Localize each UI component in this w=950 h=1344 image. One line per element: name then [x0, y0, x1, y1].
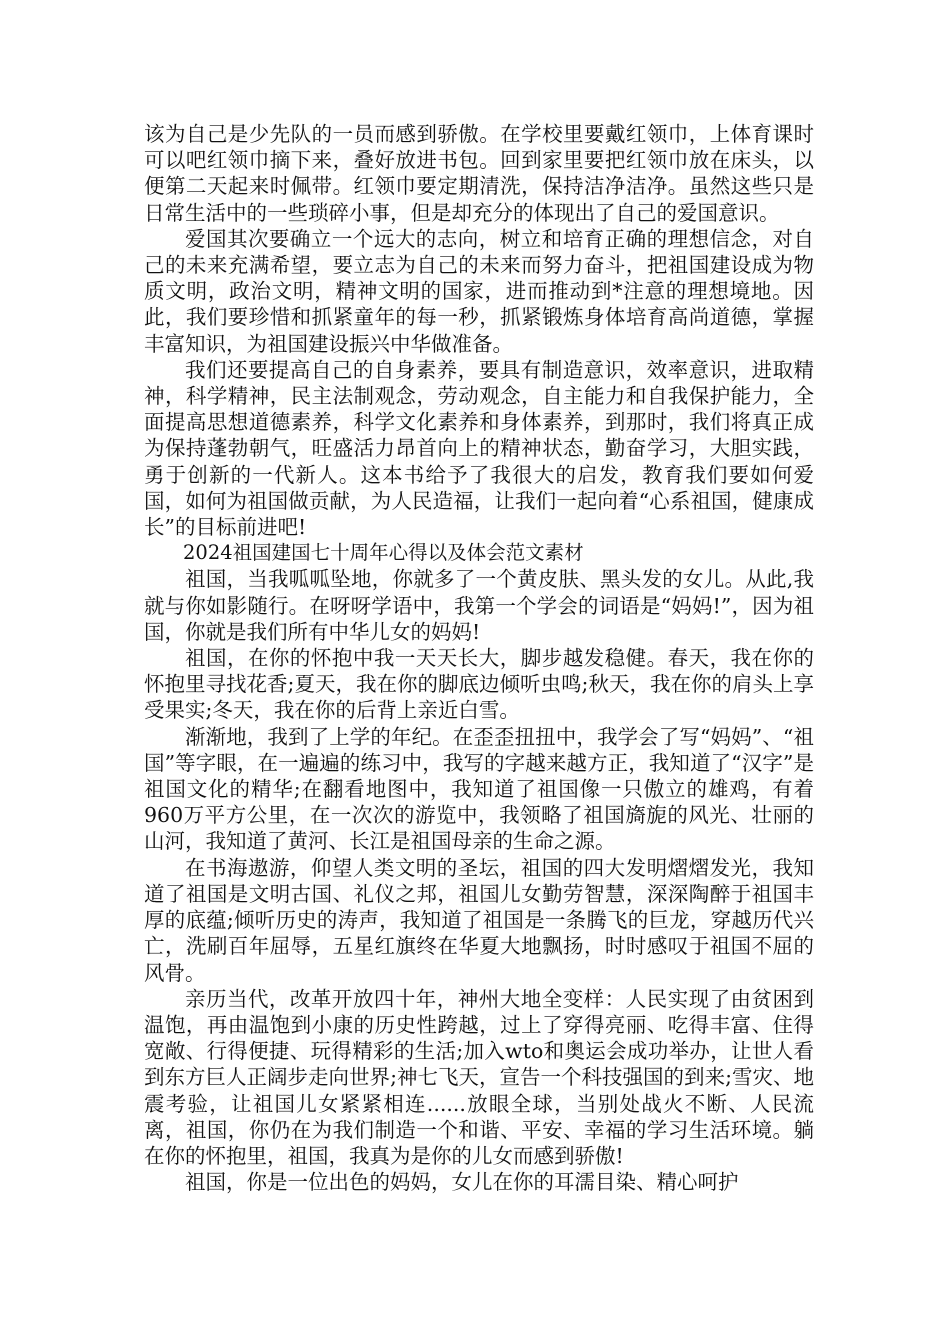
- paragraph-5: 祖国，在你的怀抱中我一天天长大，脚步越发稳健。春天，我在你的怀抱里寻找花香;夏天，我在你的脚底边倾听虫鸣;秋天，我在你的肩头上享受果实;冬天，我在你的后背上亲近白雪。: [144, 646, 814, 723]
- paragraph-2: 爱国其次要确立一个远大的志向，树立和培育正确的理想信念，对自己的未来充满希望，要立志为自己的未来而努力奋斗，把祖国建设成为物质文明，政治文明，精神文明的国家，进而推动到*注意的理想境地。因此，我们要珍惜和抓紧童年的每一秒，抓紧锻炼身体培育高尚道德，掌握丰富知识，为祖国建设振兴中华做准备。: [144, 226, 814, 356]
- paragraph-8: 亲历当代，改革开放四十年，神州大地全变样：人民实现了由贫困到温饱，再由温饱到小康的历史性跨越，过上了穿得亮丽、吃得丰富、住得宽敞、行得便捷、玩得精彩的生活;加入wto和奥运会成功举办，让世人看到东方巨人正阔步走向世界;神七飞天，宣告一个科技强国的到来;雪灾、地震考验，让祖国儿女紧紧相连......放眼全球，当别处战火不断、人民流离，祖国，你仍在为我们制造一个和谐、平安、幸福的学习生活环境。躺在你的怀抱里，祖国，我真为是你的儿女而感到骄傲!: [144, 986, 814, 1168]
- paragraph-1: 该为自己是少先队的一员而感到骄傲。在学校里要戴红领巾，上体育课时可以吧红领巾摘下来，叠好放进书包。回到家里要把红领巾放在床头，以便第二天起来时佩带。红领巾要定期清洗，保持洁净洁净。虽然这些只是日常生活中的一些琐碎小事，但是却充分的体现出了自己的爱国意识。: [144, 122, 814, 225]
- paragraph-3: 我们还要提高自己的自身素养，要具有制造意识，效率意识，进取精神，科学精神，民主法制观念，劳动观念，自主能力和自我保护能力，全面提高思想道德素养，科学文化素养和身体素养，到那时，我们将真正成为保持蓬勃朝气，旺盛活力昂首向上的精神状态，勤奋学习，大胆实践，勇于创新的一代新人。这本书给予了我很大的启发，教育我们要如何爱国，如何为祖国做贡献，为人民造福，让我们一起向着“心系祖国，健康成长”的目标前进吧!: [144, 357, 814, 540]
- paragraph-9: 祖国，你是一位出色的妈妈，女儿在你的耳濡目染、精心呵护: [185, 1170, 739, 1195]
- section-title: 2024祖国建国七十周年心得以及体会范文素材: [183, 541, 584, 565]
- document-body: [144, 121, 814, 1195]
- paragraph-6: 渐渐地，我到了上学的年纪。在歪歪扭扭中，我学会了写“妈妈”、“祖国”等字眼，在一遍遍的练习中，我写的字越来越方正，我知道了“汉字”是祖国文化的精华;在翻看地图中，我知道了祖国像一只傲立的雄鸡，有着960万平方公里，在一次次的游览中，我领略了祖国旖旎的风光、壮丽的山河，我知道了黄河、长江是祖国母亲的生命之源。: [144, 724, 814, 854]
- paragraph-7: 在书海遨游，仰望人类文明的圣坛，祖国的四大发明熠熠发光，我知道了祖国是文明古国、礼仪之邦，祖国儿女勤劳智慧，深深陶醉于祖国丰厚的底蕴;倾听历史的涛声，我知道了祖国是一条腾飞的巨龙，穿越历代兴亡，洗刷百年屈辱，五星红旗终在华夏大地飘扬，时时感叹于祖国不屈的风骨。: [144, 855, 814, 985]
- paragraph-4: 祖国，当我呱呱坠地，你就多了一个黄皮肤、黑头发的女儿。从此,我就与你如影随行。在呀呀学语中，我第一个学会的词语是“妈妈!”，因为祖国，你就是我们所有中华儿女的妈妈!: [144, 567, 814, 644]
